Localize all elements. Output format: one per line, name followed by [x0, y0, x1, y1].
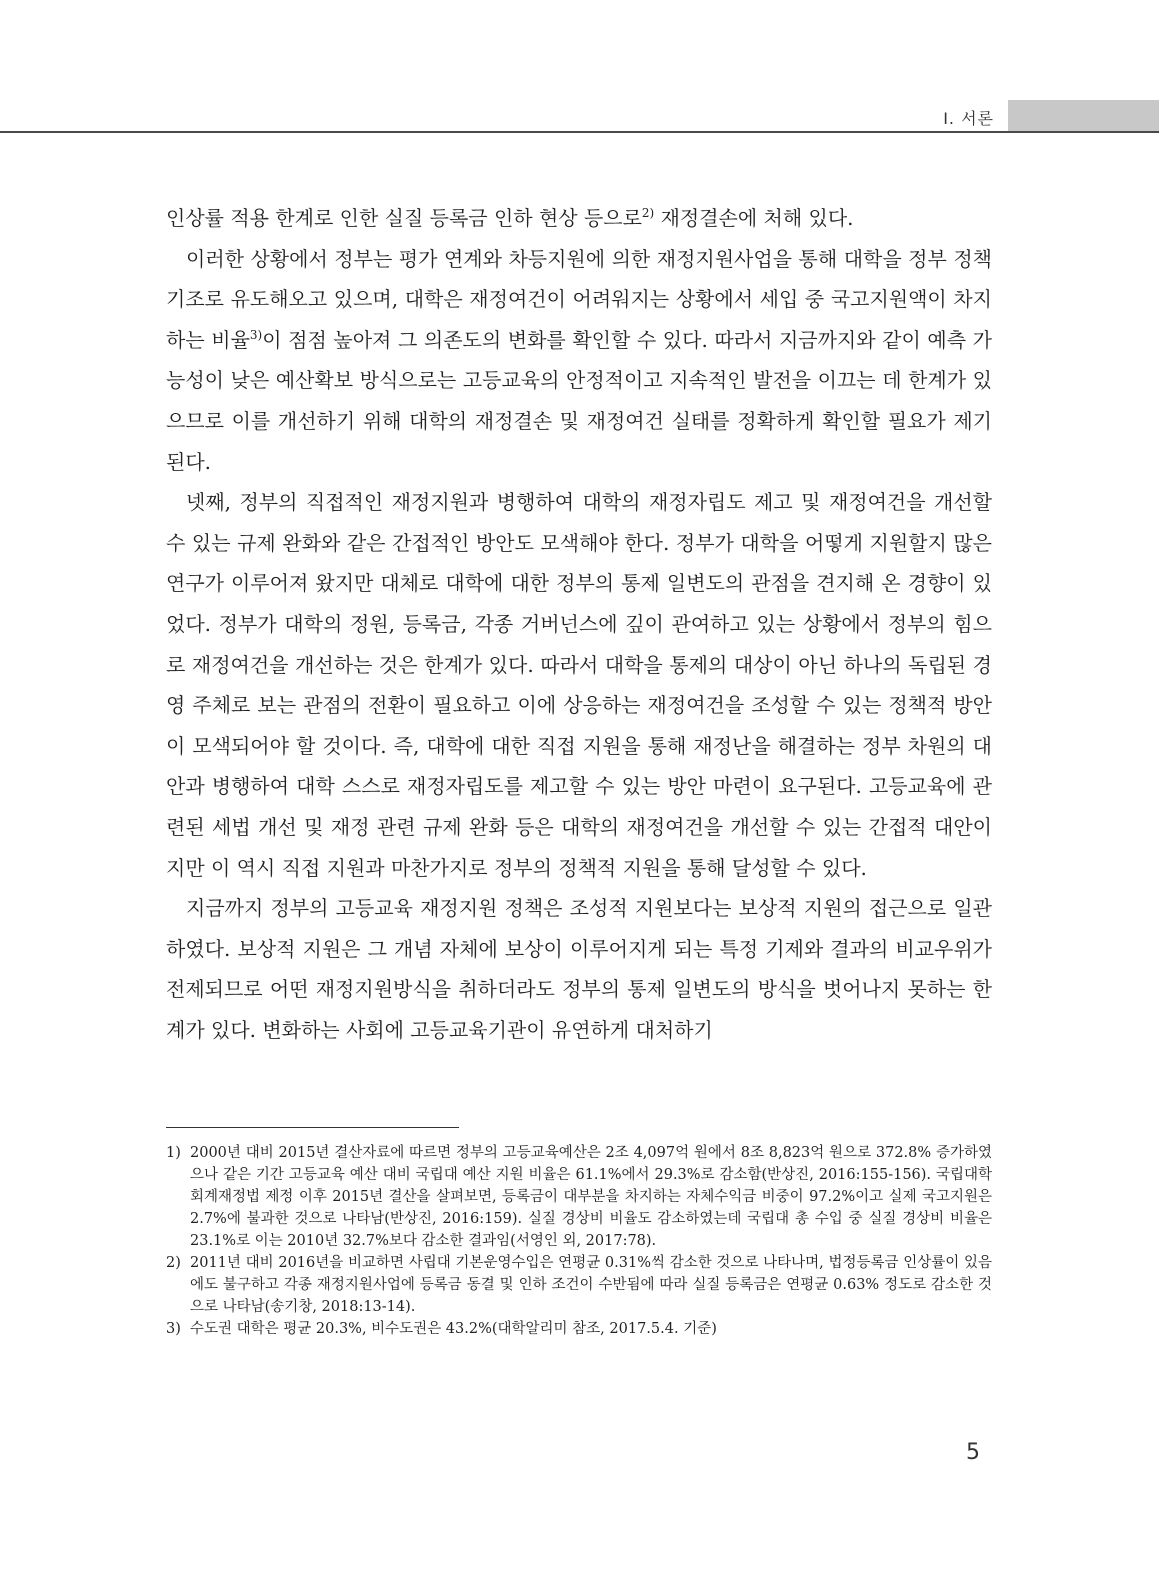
footnote-ref-2[interactable]: 2) [641, 206, 655, 220]
paragraph-4: 지금까지 정부의 고등교육 재정지원 정책은 조성적 지원보다는 보상적 지원의 접근으로 일관하였다. 보상적 지원은 그 개념 자체에 보상이 이루어지게 되는 특정 기제와 결과의 비교우위가 전제되므로 어떤 재정지원방식을 취하더라도 정부의 통제 일변도의 방식을 벗어나지 못하는 한계가 있다. 변화하는 사회에 고등교육기관이 유연하게 대처하기 [166, 896, 992, 1042]
page-number: 5 [966, 1440, 980, 1465]
section-label: Ⅰ. 서론 [943, 109, 994, 128]
body-text [166, 198, 992, 1050]
header-tab [1008, 100, 1159, 131]
footnote-1 [166, 1142, 992, 1252]
paragraph-3: 넷째, 정부의 직접적인 재정지원과 병행하여 대학의 재정자립도 제고 및 재정여건을 개선할 수 있는 규제 완화와 같은 간접적인 방안도 모색해야 한다. 정부가 대학을 어떻게 지원할지 많은 연구가 이루어져 왔지만 대체로 대학에 대한 정부의 통제 일변도의 관점을 견지해 온 경향이 있었다. 정부가 대학의 정원, 등록금, 각종 거버넌스에 깊이 관여하고 있는 상황에서 정부의 힘으로 재정여건을 개선하는 것은 한계가 있다. 따라서 대학을 통제의 대상이 아닌 하나의 독립된 경영 주체로 보는 관점의 전환이 필요하고 이에 상응하는 재정여건을 조성할 수 있는 정책적 방안이 모색되어야 할 것이다. 즉, 대학에 대한 직접 지원을 통해 재정난을 해결하는 정부 차원의 대안과 병행하여 대학 스스로 재정자립도를 제고할 수 있는 방안 마련이 요구된다. 고등교육에 관련된 세법 개선 및 재정 관련 규제 완화 등은 대학의 재정여건을 개선할 수 있는 간접적 대안이지만 이 역시 직접 지원과 마찬가지로 정부의 정책적 지원을 통해 달성할 수 있다. [166, 490, 992, 880]
footnotes [166, 1142, 992, 1340]
paragraph-2-text-b: 이 점점 높아져 그 의존도의 변화를 확인할 수 있다. 따라서 지금까지와 같이 예측 가능성이 낮은 예산확보 방식으로는 고등교육의 안정적이고 지속적인 발전을 이끄는 데 한계가 있으므로 이를 개선하기 위해 대학의 재정결손 및 재정여건 실태를 정확하게 확인할 필요가 제기된다. [166, 327, 992, 474]
paragraph-2 [166, 239, 992, 483]
footnote-number: 1) [166, 1145, 181, 1161]
paragraph-1-text: 인상률 적용 한계로 인한 실질 등록금 인하 현상 등으로 [166, 206, 642, 230]
paragraph-1-end: 재정결손에 처해 있다. [654, 206, 854, 230]
footnote-2 [166, 1252, 992, 1318]
footnote-number: 2) [166, 1255, 181, 1271]
footnote-text: 2000년 대비 2015년 결산자료에 따르면 정부의 고등교육예산은 2조 4,097억 원에서 8조 8,823억 원으로 372.8% 증가하였으나 같은 기간 고등교육 예산 대비 국립대 예산 지원 비율은 61.1%에서 29.3%로 감소함(반상진, 2016:155-156). 국립대학회계재정법 제정 이후 2015년 결산을 살펴보면, 등록금이 대부분을 차지하는 자체수익금 비중이 97.2%이고 실제 국고지원은 2.7%에 불과한 것으로 나타남(반상진, 2016:159). 실질 경상비 비율도 감소하였는데 국립대 총 수입 중 실질 경상비 비율은 23.1%로 이는 2010년 32.7%보다 감소한 결과임(서영인 외, 2017:78). [190, 1145, 992, 1249]
paragraph-2-text-a: 이러한 상황에서 정부는 평가 연계와 차등지원에 의한 재정지원사업을 통해 대학을 정부 정책 기조로 유도해오고 있으며, 대학은 재정여건이 어려워지는 상황에서 세입 중 국고지원액이 차지하는 비율 [166, 246, 992, 352]
footnote-number: 3) [166, 1321, 181, 1337]
footnote-rule [166, 1127, 459, 1128]
footnote-text: 2011년 대비 2016년을 비교하면 사립대 기본운영수입은 연평균 0.31%씩 감소한 것으로 나타나며, 법정등록금 인상률이 있음에도 불구하고 각종 재정지원사업에 등록금 동결 및 인하 조건이 수반됨에 따라 실질 등록금은 연평균 0.63% 정도로 감소한 것으로 나타남(송기창, 2018:13-14). [190, 1255, 993, 1315]
header-rule [0, 131, 1159, 133]
footnote-ref-3[interactable]: 3) [249, 327, 263, 342]
footnote-text: 수도권 대학은 평균 20.3%, 비수도권은 43.2%(대학알리미 참조, 2017.5.4. 기준) [190, 1321, 717, 1337]
footnote-3 [166, 1318, 992, 1340]
paragraph-1 [166, 198, 992, 239]
